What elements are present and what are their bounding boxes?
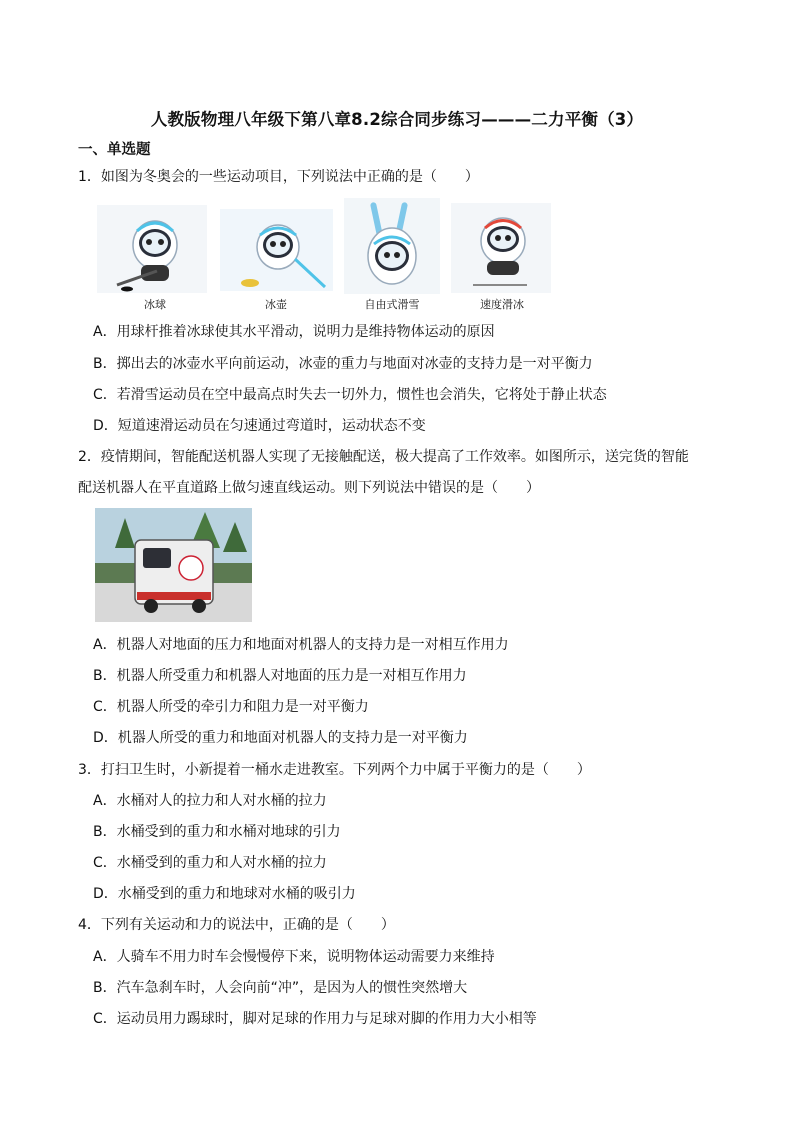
question-4-option-a: A．人骑车不用力时车会慢慢停下来，说明物体运动需要力来维持 [93,949,495,965]
question-1-option-b: B．掷出去的冰壶水平向前运动，冰壶的重力与地面对冰壶的支持力是一对平衡力 [93,356,593,372]
question-3-option-d: D．水桶受到的重力和地球对水桶的吸引力 [93,886,356,902]
mascot-ice-hockey-image [97,205,207,297]
caption-curling: 冰壶 [265,298,287,311]
question-2-option-c: C．机器人所受的牵引力和阻力是一对平衡力 [93,699,369,715]
section-heading: 一、单选题 [78,142,151,158]
caption-freestyle-skiing: 自由式滑雪 [364,298,420,311]
question-2-stem-line-2: 配送机器人在平直道路上做匀速直线运动。则下列说法中错误的是（ ） [78,480,540,496]
document-title: 人教版物理八年级下第八章8.2综合同步练习———二力平衡（3） [150,110,644,129]
caption-speed-skating: 速度滑冰 [480,298,524,311]
question-1-option-a: A．用球杆推着冰球使其水平滑动，说明力是维持物体运动的原因 [93,324,495,340]
question-1-stem: 1．如图为冬奥会的一些运动项目，下列说法中正确的是（ ） [78,169,479,185]
question-4-option-b: B．汽车急刹车时，人会向前“冲”，是因为人的惯性突然增大 [93,980,468,996]
question-1-option-d: D．短道速滑运动员在匀速通过弯道时，运动状态不变 [93,418,426,434]
question-2-option-d: D．机器人所受的重力和地面对机器人的支持力是一对平衡力 [93,730,468,746]
question-2-option-b: B．机器人所受重力和机器人对地面的压力是一对相互作用力 [93,668,467,684]
caption-ice-hockey: 冰球 [144,298,166,311]
question-3-stem: 3．打扫卫生时，小新提着一桶水走进教室。下列两个力中属于平衡力的是（ ） [78,762,591,778]
question-4-stem: 4．下列有关运动和力的说法中，正确的是（ ） [78,917,395,933]
question-2-stem-line-1: 2．疫情期间，智能配送机器人实现了无接触配送，极大提高了工作效率。如图所示，送完货的智能 [78,449,689,465]
mascot-speed-skating-image [451,203,551,297]
mascot-freestyle-skiing-image [344,198,440,298]
question-3-option-a: A．水桶对人的拉力和人对水桶的拉力 [93,793,327,809]
question-3-option-c: C．水桶受到的重力和人对水桶的拉力 [93,855,327,871]
delivery-robot-photo [95,508,252,626]
question-4-option-c: C．运动员用力踢球时，脚对足球的作用力与足球对脚的作用力大小相等 [93,1011,537,1027]
question-3-option-b: B．水桶受到的重力和水桶对地球的引力 [93,824,341,840]
question-2-option-a: A．机器人对地面的压力和地面对机器人的支持力是一对相互作用力 [93,637,509,653]
question-1-option-c: C．若滑雪运动员在空中最高点时失去一切外力，惯性也会消失，它将处于静止状态 [93,387,607,403]
mascot-curling-image [220,209,333,295]
